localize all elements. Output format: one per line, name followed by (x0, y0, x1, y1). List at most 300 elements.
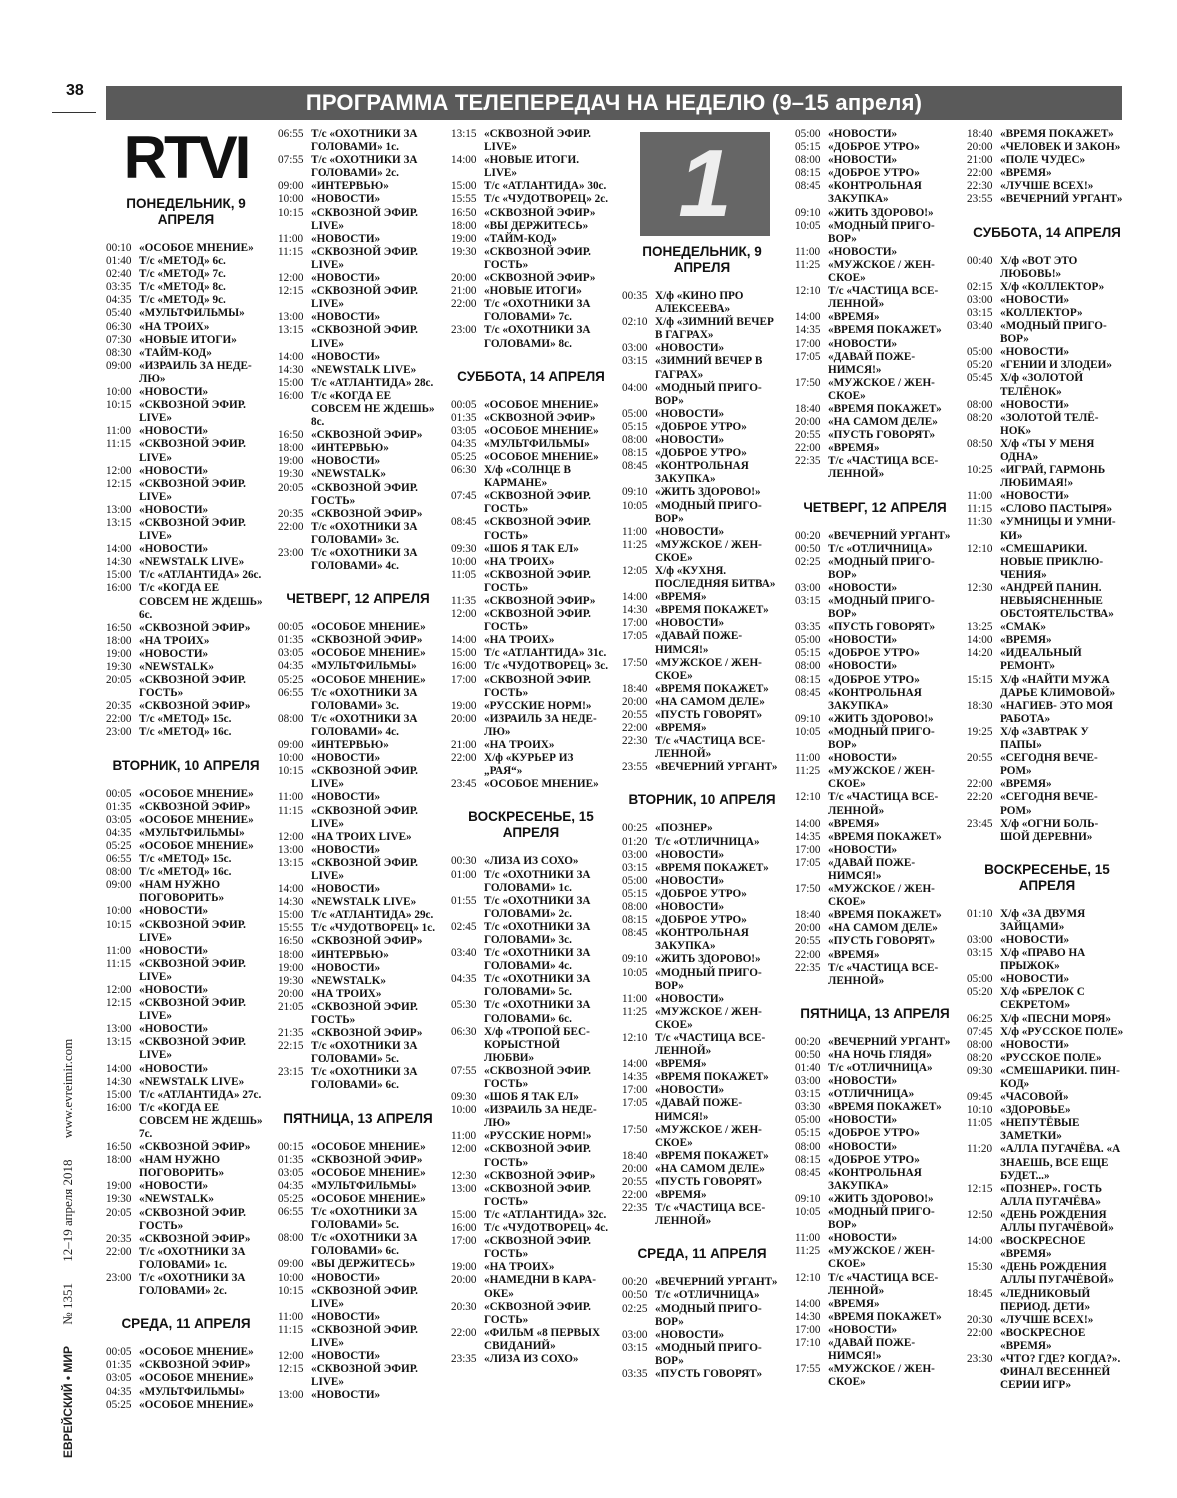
entry-title: Т/с «ОХОТНИКИ ЗА ГОЛОВАМИ» 8с. (484, 324, 591, 350)
entry-time: 14:30 (622, 604, 648, 617)
entry-time: 10:05 (622, 499, 648, 512)
entry-title: «ЖИТЬ ЗДОРОВО!» (828, 712, 934, 725)
entry-title: «ОСОБОЕ МНЕНИЕ» (311, 1166, 426, 1179)
schedule-entry (795, 1167, 955, 1193)
entry-title: «ДОБРОЕ УТРО» (828, 673, 920, 686)
entry-title: «НОВОСТИ» (311, 232, 381, 245)
entry-title: «НА САМОМ ДЕЛЕ» (828, 922, 938, 935)
schedule-entry (622, 1368, 782, 1381)
schedule-entry (278, 621, 438, 634)
day-heading: СУББОТА, 14 АПРЕЛЯ (457, 368, 605, 384)
entry-title: Т/с «МЕТОД» 15с. (139, 713, 232, 726)
entry-time: 03:00 (967, 933, 993, 946)
entry-time: 11:05 (967, 1117, 993, 1130)
entry-time: 22:00 (967, 167, 993, 180)
entry-title: «НОВОСТИ» (139, 1062, 209, 1075)
day-heading: СРЕДА, 11 АПРЕЛЯ (121, 1316, 251, 1332)
entry-title: «МОДНЫЙ ПРИГО-ВОР» (828, 555, 935, 581)
schedule-entry (967, 359, 1127, 372)
schedule-entry (278, 351, 438, 364)
entry-title: «НА ТРОИХ» (139, 320, 210, 333)
entry-title: Т/с «ОХОТНИКИ ЗА ГОЛОВАМИ» 5с. (311, 1206, 418, 1232)
schedule-entry (622, 1071, 782, 1084)
entry-time: 22:00 (451, 298, 477, 311)
schedule-entry (106, 347, 266, 360)
entry-title: «КОНТРОЛЬНАЯ ЗАКУПКА» (828, 1166, 922, 1192)
schedule-entry (795, 543, 955, 556)
entry-title: «НОВОСТИ» (828, 128, 898, 140)
schedule-entry (451, 973, 611, 999)
entry-title: Т/с «ОТЛИЧНИЦА» (828, 1062, 933, 1074)
entry-time: 00:05 (451, 398, 477, 411)
entry-time: 11:00 (278, 232, 304, 245)
entry-time: 15:00 (451, 180, 477, 193)
schedule-entry (451, 895, 611, 921)
entry-time: 20:00 (622, 1162, 648, 1175)
entry-time: 11:35 (451, 595, 477, 607)
schedule-entry (278, 713, 438, 739)
entry-time: 08:00 (967, 398, 993, 411)
entry-time: 14:00 (278, 883, 304, 896)
entry-title: Т/с «ОХОТНИКИ ЗА ГОЛОВАМИ» 2с. (311, 154, 418, 180)
entry-title: «МОДНЫЙ ПРИГО-ВОР» (655, 381, 762, 407)
schedule-entry (795, 311, 955, 324)
entry-title: «ЛИЗА ИЗ СОХО» (484, 855, 579, 868)
entry-time: 04:00 (622, 381, 648, 394)
schedule-entry (795, 660, 955, 673)
entry-time: 20:35 (106, 700, 132, 713)
schedule-entry (106, 255, 266, 268)
entry-title: «СКВОЗНОЙ ЭФИР. ГОСТЬ» (311, 481, 418, 507)
entry-title: «ВРЕМЯ» (1000, 778, 1052, 791)
entry-title: «СКВОЗНОЙ ЭФИР» (139, 800, 251, 813)
schedule-entry (106, 945, 266, 958)
schedule-entry (967, 818, 1127, 844)
schedule-entry (451, 713, 611, 739)
entry-title: Х/ф «ОГНИ БОЛЬ-ШОЙ ДЕРЕВНИ» (1000, 817, 1099, 843)
entry-title: «МОДНЫЙ ПРИГО-ВОР» (828, 725, 935, 752)
entry-time: 05:20 (967, 986, 993, 999)
schedule-entry (451, 855, 611, 868)
schedule-entry (278, 1027, 438, 1040)
schedule-entry (106, 1399, 266, 1412)
entry-title: «МУЖСКОЕ / ЖЕН-СКОЕ» (828, 883, 935, 909)
entry-time: 03:00 (622, 342, 648, 355)
entry-title: «НОВОСТИ» (1000, 398, 1070, 411)
entry-title: «НОВОСТИ» (655, 617, 725, 630)
schedule-entry (106, 674, 266, 700)
schedule-entry (795, 167, 955, 180)
entry-time: 05:00 (967, 973, 993, 986)
schedule-entry (278, 377, 438, 390)
entry-time: 22:15 (278, 1040, 304, 1053)
entry-time: 03:05 (106, 1372, 132, 1385)
schedule-entry (278, 1324, 438, 1350)
schedule-entry (451, 1130, 611, 1143)
entry-time: 03:15 (795, 595, 821, 607)
schedule-entry (278, 521, 438, 547)
entry-title: «ЛИЗА ИЗ СОХО» (484, 1352, 579, 1365)
entry-time: 03:15 (967, 947, 993, 960)
entry-time: 23:30 (967, 1352, 993, 1365)
entry-time: 16:50 (451, 206, 477, 219)
side-brand: ЕВРЕЙСКИЙ • МИР (61, 1345, 75, 1458)
entry-title: «ВРЕМЯ» (828, 311, 880, 324)
entry-title: «ВРЕМЯ ПОКАЖЕТ» (655, 604, 769, 617)
entry-title: «МУЛЬТФИЛЬМЫ» (311, 1179, 417, 1192)
entry-title: «КОНТРОЛЬНАЯ ЗАКУПКА» (828, 180, 922, 206)
schedule-entry (451, 298, 611, 324)
entry-time: 14:00 (967, 1235, 993, 1248)
schedule-entry (967, 947, 1127, 973)
entry-time: 12:30 (967, 581, 993, 594)
schedule-entry (795, 1154, 955, 1167)
entry-title: «ЖИТЬ ЗДОРОВО!» (655, 486, 761, 499)
entry-title: «МОДНЫЙ ПРИГО-ВОР» (828, 595, 935, 621)
schedule-entry (106, 556, 266, 569)
entry-time: 02:25 (795, 555, 821, 568)
schedule-entry (967, 726, 1127, 752)
entry-time: 03:05 (106, 813, 132, 826)
entry-time: 08:00 (967, 1038, 993, 1051)
entry-title: «МОДНЫЙ ПРИГО-ВОР» (655, 966, 762, 992)
entry-title: Х/ф «КИНО ПРО АЛЕКСЕЕВА» (655, 290, 744, 316)
entry-time: 01:00 (451, 868, 477, 881)
entry-title: «ДОБРОЕ УТРО» (828, 647, 920, 660)
schedule-entry (106, 569, 266, 582)
entry-time: 08:00 (622, 901, 648, 914)
entry-time: 15:00 (451, 1208, 477, 1221)
entry-time: 09:00 (278, 1258, 304, 1271)
entry-time: 21:35 (278, 1027, 304, 1040)
entry-title: «КОНТРОЛЬНАЯ ЗАКУПКА» (828, 686, 922, 712)
entry-title: «ВРЕМЯ ПОКАЖЕТ» (655, 682, 769, 695)
schedule-entry (622, 1150, 782, 1163)
entry-title: «СКВОЗНОЙ ЭФИР. ГОСТЬ» (139, 674, 246, 700)
schedule-entry (795, 1245, 955, 1271)
entry-time: 09:10 (795, 1192, 821, 1205)
entry-time: 03:05 (278, 647, 304, 660)
entry-time: 09:10 (622, 953, 648, 966)
schedule-entry (967, 1353, 1127, 1392)
column-6 (967, 128, 1127, 1392)
entry-time: 00:20 (622, 1276, 648, 1289)
schedule-entry (451, 752, 611, 778)
entry-time: 12:15 (967, 1182, 993, 1195)
page-title: ПРОГРАММА ТЕЛЕПЕРЕДАЧ НА НЕДЕЛЮ (9–15 апреля) (106, 86, 1122, 120)
schedule-entry (795, 674, 955, 687)
schedule-entry (278, 1311, 438, 1324)
entry-time: 17:50 (622, 656, 648, 669)
entry-time: 00:15 (278, 1140, 304, 1153)
entry-time: 00:50 (795, 542, 821, 555)
schedule-entry (106, 1233, 266, 1246)
schedule-entry (967, 1026, 1127, 1039)
schedule-entry (278, 154, 438, 180)
schedule-entry (622, 500, 782, 526)
schedule-entry (106, 853, 266, 866)
schedule-entry (795, 403, 955, 416)
entry-title: «СЕГОДНЯ ВЕЧЕ-РОМ» (1000, 752, 1098, 778)
schedule-entry (451, 154, 611, 180)
schedule-entry (106, 399, 266, 425)
entry-title: Т/с «МЕТОД» 7с. (139, 268, 226, 281)
entry-title: «НОВОСТИ» (311, 1389, 381, 1402)
entry-time: 11:25 (795, 765, 821, 778)
entry-title: «NEWSTALK» (311, 974, 387, 987)
entry-title: Т/с «ОТЛИЧНИЦА» (655, 1289, 760, 1302)
entry-title: «ЖИТЬ ЗДОРОВО!» (828, 1192, 934, 1205)
schedule-entry (795, 259, 955, 285)
schedule-entry (106, 1141, 266, 1154)
entry-title: «НОВОСТИ» (311, 311, 381, 324)
entry-title: «ОСОБОЕ МНЕНИЕ» (484, 450, 599, 463)
entry-time: 05:25 (106, 839, 132, 852)
entry-time: 03:05 (278, 1166, 304, 1179)
entry-title: «СКВОЗНОЙ ЭФИР» (139, 1232, 251, 1245)
entry-title: «ОСОБОЕ МНЕНИЕ» (139, 813, 254, 826)
schedule-entry (795, 962, 955, 988)
schedule-entry (106, 700, 266, 713)
schedule-entry (967, 700, 1127, 726)
entry-title: Х/ф «КУХНЯ. ПОСЛЕДНЯЯ БИТВА» (655, 564, 776, 591)
schedule-entry (451, 1209, 611, 1222)
schedule-entry (106, 307, 266, 320)
schedule-entry (451, 180, 611, 193)
entry-title: «NEWSTALK» (139, 661, 215, 673)
entry-time: 13:25 (967, 621, 993, 634)
entry-time: 08:00 (278, 1232, 304, 1245)
entry-title: Т/с «МЕТОД» 9с. (139, 294, 226, 307)
schedule-entry (795, 1127, 955, 1140)
entry-title: «ВРЕМЯ ПОКАЖЕТ» (828, 830, 942, 843)
entry-time: 11:15 (278, 804, 304, 817)
schedule-entry (106, 622, 266, 635)
entry-title: «СКВОЗНОЙ ЭФИР» (311, 429, 423, 442)
side-url: www.evreimir.com (60, 1038, 75, 1139)
schedule-entry (622, 1342, 782, 1368)
schedule-entry (278, 935, 438, 948)
entry-time: 19:00 (451, 232, 477, 245)
entry-title: «НОВОСТИ» (139, 386, 209, 399)
entry-title: Т/с «ОХОТНИКИ ЗА ГОЛОВАМИ» 1с. (311, 128, 418, 154)
entry-time: 13:15 (278, 856, 304, 869)
schedule-entry (795, 1193, 955, 1206)
entry-title: «СКВОЗНОЙ ЭФИР» (311, 1027, 423, 1040)
entry-time: 08:30 (106, 346, 132, 359)
entry-time: 06:55 (278, 128, 304, 140)
entry-title: Т/с «ОХОТНИКИ ЗА ГОЛОВАМИ» 1с. (484, 868, 591, 894)
day-heading: ВТОРНИК, 10 АПРЕЛЯ (112, 757, 260, 773)
entry-title: «ПУСТЬ ГОВОРЯТ» (828, 429, 936, 442)
entry-title: «ПУСТЬ ГОВОРЯТ» (828, 935, 936, 948)
schedule-entry (451, 399, 611, 412)
entry-time: 20:30 (967, 1313, 993, 1326)
page-number-rule (52, 112, 96, 113)
entry-time: 20:55 (795, 429, 821, 442)
entry-time: 12:15 (278, 285, 304, 298)
entry-time: 08:45 (795, 180, 821, 193)
schedule-entry (106, 1193, 266, 1206)
entry-time: 17:00 (795, 843, 821, 856)
entry-title: «ВОСКРЕСНОЕ «ВРЕМЯ» (1000, 1326, 1086, 1352)
entry-title: «ВРЕМЯ» (655, 1058, 707, 1071)
entry-title: «ИДЕАЛЬНЫЙ РЕМОНТ» (1000, 647, 1082, 673)
entry-time: 05:00 (967, 346, 993, 359)
entry-time: 10:00 (451, 555, 477, 568)
schedule-entry (795, 582, 955, 595)
schedule-entry (622, 434, 782, 447)
entry-title: «МУЛЬТФИЛЬМЫ» (139, 307, 245, 320)
entry-time: 20:00 (451, 1274, 477, 1287)
schedule-entry (967, 1143, 1127, 1182)
entry-time: 10:00 (451, 1104, 477, 1117)
entry-title: Т/с «ЧУДОТВОРЕЦ» 3с. (484, 660, 608, 673)
entry-time: 17:55 (795, 1363, 821, 1376)
schedule-entry (622, 539, 782, 565)
schedule-entry (795, 935, 955, 948)
entry-time: 14:00 (451, 154, 477, 167)
entry-time: 11:00 (795, 245, 821, 258)
entry-time: 07:55 (451, 1064, 477, 1077)
schedule-entry (967, 503, 1127, 516)
schedule-entry (451, 285, 611, 298)
entry-time: 23:45 (967, 817, 993, 830)
schedule-entry (451, 700, 611, 713)
entry-time: 14:00 (795, 311, 821, 324)
entry-time: 12:15 (106, 997, 132, 1010)
schedule-entry (967, 1327, 1127, 1353)
entry-time: 05:00 (795, 1114, 821, 1127)
entry-time: 01:10 (967, 907, 993, 920)
entry-time: 03:35 (622, 1368, 648, 1381)
schedule-entry (451, 674, 611, 700)
entry-title: «НОВОСТИ» (655, 434, 725, 447)
schedule-entry (106, 958, 266, 984)
schedule-entry (451, 569, 611, 595)
schedule-entry (795, 949, 955, 962)
entry-title: «НОВОСТИ» (655, 1084, 725, 1097)
schedule-entry (278, 791, 438, 804)
entry-time: 12:00 (278, 830, 304, 843)
entry-time: 13:00 (278, 1389, 304, 1402)
entry-time: 11:00 (967, 490, 993, 503)
schedule-entry (795, 765, 955, 791)
entry-time: 13:15 (106, 516, 132, 529)
schedule-entry (106, 1346, 266, 1359)
entry-time: 11:00 (795, 1232, 821, 1245)
entry-time: 07:45 (451, 490, 477, 503)
entry-title: «НОВОСТИ» (311, 350, 381, 363)
entry-time: 11:15 (278, 1323, 304, 1336)
schedule-entry (451, 1104, 611, 1130)
schedule-entry (106, 997, 266, 1023)
schedule-entry (278, 1001, 438, 1027)
entry-title: Т/с «МЕТОД» 16с. (139, 866, 232, 879)
entry-time: 18:40 (795, 402, 821, 415)
schedule-entry (967, 1288, 1127, 1314)
entry-time: 14:00 (106, 1062, 132, 1075)
entry-title: «ВРЕМЯ ПОКАЖЕТ» (655, 1071, 769, 1084)
entry-title: «ПУСТЬ ГОВОРЯТ» (655, 1368, 763, 1381)
entry-time: 09:30 (451, 542, 477, 555)
schedule-entry (967, 1052, 1127, 1065)
entry-title: Т/с «ЧАСТИЦА ВСЕ-ЛЕННОЙ» (655, 1031, 766, 1058)
entry-title: «СКВОЗНОЙ ЭФИР. ГОСТЬ» (484, 1064, 591, 1090)
schedule-entry (622, 342, 782, 355)
day-heading: ВОСКРЕСЕНЬЕ, 15 АПРЕЛЯ (984, 861, 1110, 893)
entry-title: «NEWSTALK» (311, 468, 387, 481)
schedule-entry (795, 377, 955, 403)
schedule-entry (278, 687, 438, 713)
entry-title: «НОВОСТИ» (655, 525, 725, 538)
schedule-entry (278, 1180, 438, 1193)
entry-title: «НОВОСТИ» (1000, 973, 1070, 986)
schedule-entry (278, 857, 438, 883)
schedule-entry (278, 390, 438, 429)
entry-time: 16:50 (278, 935, 304, 948)
entry-title: Х/ф «КОЛЛЕКТОР» (1000, 280, 1105, 293)
entry-title: Т/с «ЧУДОТВОРЕЦ» 2с. (484, 193, 608, 206)
schedule-entry (106, 1359, 266, 1372)
entry-time: 04:35 (278, 660, 304, 673)
entry-time: 15:15 (967, 673, 993, 686)
schedule-entry (278, 1167, 438, 1180)
schedule-entry (451, 233, 611, 246)
schedule-entry (106, 438, 266, 464)
entry-time: 09:10 (622, 486, 648, 499)
schedule-entry (795, 180, 955, 206)
entry-time: 10:25 (967, 464, 993, 477)
entry-time: 08:15 (622, 447, 648, 460)
schedule-entry (795, 338, 955, 351)
entry-time: 19:00 (451, 699, 477, 712)
entry-title: «СКВОЗНОЙ ЭФИР» (484, 272, 596, 285)
entry-title: «МУЖСКОЕ / ЖЕН-СКОЕ» (828, 765, 935, 791)
schedule-entry (967, 1091, 1127, 1104)
entry-time: 03:35 (795, 621, 821, 634)
schedule-entry (451, 739, 611, 752)
entry-time: 16:50 (278, 429, 304, 442)
entry-title: «ШОБ Я ТАК ЕЛ» (484, 542, 579, 555)
entry-time: 14:30 (795, 1310, 821, 1323)
entry-time: 08:00 (795, 660, 821, 673)
entry-title: «НОВОСТИ» (828, 843, 898, 856)
entry-title: Т/с «МЕТОД» 8с. (139, 281, 226, 294)
entry-time: 11:00 (106, 944, 132, 957)
schedule-entry (967, 193, 1127, 206)
entry-title: «ВРЕМЯ ПОКАЖЕТ» (655, 1149, 769, 1162)
entry-time: 05:15 (795, 1127, 821, 1140)
entry-title: «АНДРЕЙ ПАНИН. НЕВЫЯСНЕННЫЕ ОБСТОЯТЕЛЬСТВА» (1000, 581, 1114, 621)
entry-time: 03:05 (451, 424, 477, 437)
entry-time: 09:00 (106, 879, 132, 892)
entry-title: «НОВОСТИ» (655, 901, 725, 914)
schedule-entry (967, 621, 1127, 634)
schedule-entry (967, 141, 1127, 154)
entry-time: 12:10 (622, 1031, 648, 1044)
entry-title: Т/с «ОХОТНИКИ ЗА ГОЛОВАМИ» 3с. (311, 520, 418, 546)
entry-title: «ПОЗНЕР» (655, 822, 713, 835)
entry-time: 05:00 (795, 634, 821, 647)
entry-title: «СКВОЗНОЙ ЭФИР. LIVE» (139, 438, 246, 464)
entry-title: Т/с «МЕТОД» 6с. (139, 255, 226, 268)
schedule-entry (622, 1189, 782, 1202)
entry-time: 06:55 (106, 853, 132, 866)
schedule-entry (106, 984, 266, 997)
entry-time: 10:15 (106, 918, 132, 931)
entry-time: 11:00 (106, 425, 132, 438)
